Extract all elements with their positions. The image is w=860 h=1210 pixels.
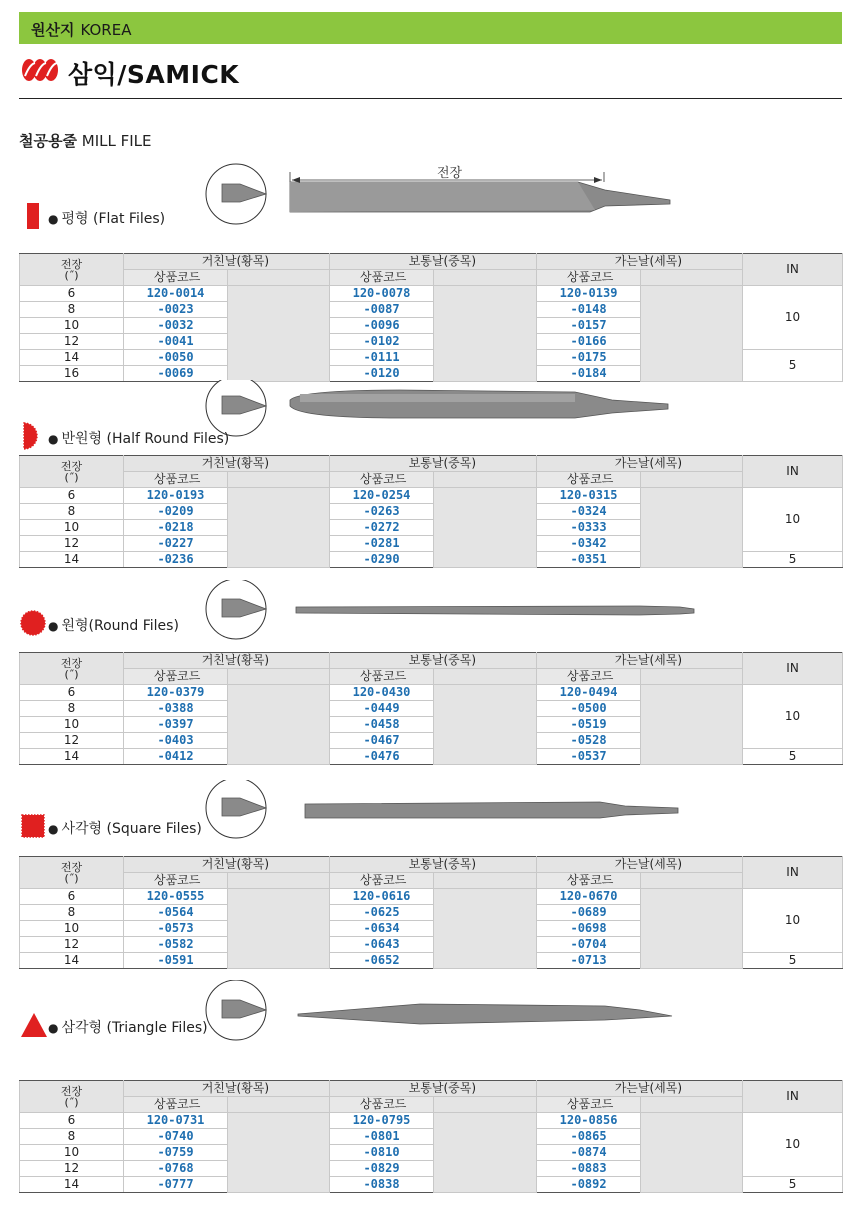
medium-grade-header: 보통날(중목) — [330, 456, 537, 472]
coarse-code-cell: 120-0014 — [124, 286, 228, 302]
coarse-code-cell: 120-0379 — [124, 685, 228, 701]
coarse-code-cell: -0041 — [124, 334, 228, 350]
medium-code-cell: -0652 — [330, 953, 434, 969]
table-subheader-row — [20, 1097, 843, 1113]
length-cell: 14 — [20, 350, 124, 366]
coarse-code-cell: -0227 — [124, 536, 228, 552]
fine-code-cell: -0333 — [537, 520, 641, 536]
medium-code-cell: 120-0254 — [330, 488, 434, 504]
fine-code-header: 상품코드 — [537, 669, 641, 685]
medium-code-header: 상품코드 — [330, 472, 434, 488]
section-label-text: 사각형 (Square Files) — [61, 821, 202, 837]
medium-blank-cell — [434, 286, 537, 382]
medium-code-cell: -0625 — [330, 905, 434, 921]
medium-code-cell: 120-0616 — [330, 889, 434, 905]
table-row — [20, 1113, 843, 1129]
coarse-code-cell: 120-0193 — [124, 488, 228, 504]
length-header-label: 전장 — [60, 860, 83, 874]
coarse-code-cell: -0573 — [124, 921, 228, 937]
medium-code-header: 상품코드 — [330, 270, 434, 286]
medium-code-cell: -0120 — [330, 366, 434, 382]
medium-blank-header — [434, 873, 537, 889]
fine-blank-cell — [641, 1113, 743, 1193]
fine-code-cell: -0865 — [537, 1129, 641, 1145]
medium-code-cell: -0096 — [330, 318, 434, 334]
bullet-icon: ● — [48, 822, 59, 836]
fine-blank-header — [641, 669, 743, 685]
fine-code-cell: -0184 — [537, 366, 641, 382]
fine-code-cell: -0148 — [537, 302, 641, 318]
medium-code-cell: -0272 — [330, 520, 434, 536]
coarse-code-cell: -0236 — [124, 552, 228, 568]
length-cell: 14 — [20, 1177, 124, 1193]
section-label — [48, 208, 165, 228]
file-spec-table — [19, 856, 843, 969]
fine-code-cell: -0704 — [537, 937, 641, 953]
file-section — [0, 580, 860, 763]
medium-grade-header: 보통날(중목) — [330, 653, 537, 669]
length-cell: 12 — [20, 334, 124, 350]
coarse-code-cell: -0740 — [124, 1129, 228, 1145]
in-value-cell: 10 — [743, 286, 843, 350]
fine-code-cell: -0175 — [537, 350, 641, 366]
coarse-grade-header: 거친날(황목) — [124, 1081, 330, 1097]
file-spec-table — [19, 1080, 843, 1193]
fine-code-cell: 120-0670 — [537, 889, 641, 905]
coarse-code-header: 상품코드 — [124, 270, 228, 286]
dimension-label: 전장 — [437, 166, 463, 181]
length-header — [20, 254, 124, 286]
section-label-text: 반원형 (Half Round Files) — [61, 431, 230, 447]
coarse-code-cell: -0032 — [124, 318, 228, 334]
coarse-code-cell: -0050 — [124, 350, 228, 366]
length-cell: 12 — [20, 536, 124, 552]
length-header — [20, 1081, 124, 1113]
in-value-cell: 5 — [743, 749, 843, 765]
length-cell: 8 — [20, 905, 124, 921]
medium-code-cell: -0801 — [330, 1129, 434, 1145]
medium-code-cell: -0838 — [330, 1177, 434, 1193]
length-header-unit: (˝) — [64, 871, 79, 885]
length-cell: 8 — [20, 701, 124, 717]
in-header: IN — [743, 1081, 843, 1113]
fine-code-cell: 120-0494 — [537, 685, 641, 701]
file-spec-table — [19, 652, 843, 765]
table-header-row — [20, 653, 843, 669]
medium-blank-cell — [434, 488, 537, 568]
table-header-row — [20, 254, 843, 270]
coarse-code-cell: -0069 — [124, 366, 228, 382]
medium-code-cell: -0449 — [330, 701, 434, 717]
table-row — [20, 286, 843, 302]
table-subheader-row — [20, 669, 843, 685]
medium-code-cell: 120-0078 — [330, 286, 434, 302]
fine-code-cell: 120-0856 — [537, 1113, 641, 1129]
fine-code-cell: -0528 — [537, 733, 641, 749]
length-cell: 6 — [20, 889, 124, 905]
length-header — [20, 653, 124, 685]
medium-blank-cell — [434, 685, 537, 765]
fine-code-cell: -0689 — [537, 905, 641, 921]
medium-code-cell: -0634 — [330, 921, 434, 937]
fine-code-header: 상품코드 — [537, 270, 641, 286]
length-cell: 10 — [20, 1145, 124, 1161]
fine-grade-header: 가는날(세목) — [537, 254, 743, 270]
length-header — [20, 456, 124, 488]
brand-name: 삼익/SAMICK — [68, 60, 240, 89]
medium-code-cell: -0643 — [330, 937, 434, 953]
coarse-code-cell: -0403 — [124, 733, 228, 749]
coarse-grade-header: 거친날(황목) — [124, 456, 330, 472]
fine-code-cell: -0324 — [537, 504, 641, 520]
coarse-code-cell: -0412 — [124, 749, 228, 765]
file-section — [0, 980, 860, 1191]
medium-code-cell: -0458 — [330, 717, 434, 733]
file-section — [0, 160, 860, 380]
half-circle-shape-icon — [20, 422, 48, 450]
coarse-code-cell: 120-0731 — [124, 1113, 228, 1129]
section-label-text: 삼각형 (Triangle Files) — [61, 1020, 208, 1036]
brand-logo-icon — [19, 58, 61, 82]
coarse-code-cell: -0777 — [124, 1177, 228, 1193]
table-subheader-row — [20, 270, 843, 286]
medium-code-cell: -0102 — [330, 334, 434, 350]
coarse-grade-header: 거친날(황목) — [124, 653, 330, 669]
origin-text — [31, 19, 131, 40]
medium-grade-header: 보통날(중목) — [330, 1081, 537, 1097]
length-cell: 8 — [20, 302, 124, 318]
file-section — [0, 780, 860, 967]
triangle-shape-icon — [20, 1011, 48, 1039]
page-title-ko: 철공용줄 — [19, 132, 77, 150]
coarse-blank-cell — [228, 286, 330, 382]
medium-blank-header — [434, 669, 537, 685]
medium-blank-cell — [434, 889, 537, 969]
length-header-unit: (˝) — [64, 667, 79, 681]
medium-code-cell: -0829 — [330, 1161, 434, 1177]
square-shape-icon — [20, 812, 48, 840]
rectangle-shape-icon — [20, 202, 48, 230]
fine-code-cell: -0698 — [537, 921, 641, 937]
medium-code-cell: -0281 — [330, 536, 434, 552]
in-value-cell: 10 — [743, 889, 843, 953]
medium-code-header: 상품코드 — [330, 873, 434, 889]
coarse-code-cell: -0397 — [124, 717, 228, 733]
origin-bar — [19, 12, 842, 44]
length-cell: 10 — [20, 717, 124, 733]
table-subheader-row — [20, 873, 843, 889]
coarse-code-header: 상품코드 — [124, 472, 228, 488]
in-header: IN — [743, 653, 843, 685]
fine-code-cell: -0166 — [537, 334, 641, 350]
page-title-en: MILL FILE — [81, 132, 152, 150]
table-header-row — [20, 1081, 843, 1097]
file-section — [0, 380, 860, 566]
medium-blank-header — [434, 270, 537, 286]
length-cell: 14 — [20, 749, 124, 765]
fine-code-cell: -0500 — [537, 701, 641, 717]
in-value-cell: 5 — [743, 1177, 843, 1193]
coarse-code-cell: -0768 — [124, 1161, 228, 1177]
length-header-label: 전장 — [60, 459, 83, 473]
section-label — [48, 615, 179, 635]
length-cell: 12 — [20, 937, 124, 953]
length-header-unit: (˝) — [64, 470, 79, 484]
fine-code-cell: -0892 — [537, 1177, 641, 1193]
origin-label: 원산지 — [31, 21, 75, 39]
coarse-blank-header — [228, 873, 330, 889]
medium-code-cell: -0290 — [330, 552, 434, 568]
section-label-text: 평형 (Flat Files) — [61, 211, 166, 227]
coarse-code-cell: -0759 — [124, 1145, 228, 1161]
fine-grade-header: 가는날(세목) — [537, 857, 743, 873]
medium-code-cell: 120-0795 — [330, 1113, 434, 1129]
medium-grade-header: 보통날(중목) — [330, 857, 537, 873]
in-value-cell: 10 — [743, 488, 843, 552]
coarse-blank-cell — [228, 685, 330, 765]
coarse-blank-header — [228, 270, 330, 286]
file-spec-table — [19, 253, 843, 382]
fine-blank-cell — [641, 488, 743, 568]
in-value-cell: 5 — [743, 350, 843, 382]
fine-blank-cell — [641, 889, 743, 969]
fine-blank-header — [641, 873, 743, 889]
section-label — [48, 1017, 208, 1037]
fine-code-cell: 120-0315 — [537, 488, 641, 504]
coarse-code-cell: -0023 — [124, 302, 228, 318]
in-value-cell: 10 — [743, 1113, 843, 1177]
in-header: IN — [743, 254, 843, 286]
length-cell: 10 — [20, 520, 124, 536]
medium-blank-header — [434, 472, 537, 488]
coarse-code-header: 상품코드 — [124, 873, 228, 889]
length-cell: 14 — [20, 552, 124, 568]
fine-code-cell: -0874 — [537, 1145, 641, 1161]
medium-blank-header — [434, 1097, 537, 1113]
medium-code-cell: -0476 — [330, 749, 434, 765]
medium-code-cell: -0087 — [330, 302, 434, 318]
bullet-icon: ● — [48, 212, 59, 226]
coarse-blank-header — [228, 472, 330, 488]
origin-value: KOREA — [80, 21, 132, 39]
fine-code-header: 상품코드 — [537, 472, 641, 488]
file-illustration — [0, 160, 860, 240]
length-cell: 14 — [20, 953, 124, 969]
circle-shape-icon — [20, 609, 48, 637]
fine-code-header: 상품코드 — [537, 873, 641, 889]
coarse-blank-cell — [228, 488, 330, 568]
medium-code-cell: -0810 — [330, 1145, 434, 1161]
medium-grade-header: 보통날(중목) — [330, 254, 537, 270]
in-value-cell: 5 — [743, 953, 843, 969]
bullet-icon: ● — [48, 1021, 59, 1035]
length-cell: 6 — [20, 685, 124, 701]
length-header-unit: (˝) — [64, 268, 79, 282]
length-cell: 12 — [20, 733, 124, 749]
length-cell: 10 — [20, 318, 124, 334]
medium-code-cell: -0111 — [330, 350, 434, 366]
fine-code-cell: -0537 — [537, 749, 641, 765]
coarse-blank-cell — [228, 1113, 330, 1193]
length-cell: 6 — [20, 286, 124, 302]
fine-blank-cell — [641, 286, 743, 382]
coarse-code-cell: -0218 — [124, 520, 228, 536]
fine-blank-header — [641, 270, 743, 286]
in-value-cell: 5 — [743, 552, 843, 568]
fine-blank-header — [641, 1097, 743, 1113]
fine-code-cell: -0713 — [537, 953, 641, 969]
medium-blank-cell — [434, 1113, 537, 1193]
fine-grade-header: 가는날(세목) — [537, 1081, 743, 1097]
fine-code-cell: -0342 — [537, 536, 641, 552]
coarse-grade-header: 거친날(황목) — [124, 254, 330, 270]
medium-code-cell: -0263 — [330, 504, 434, 520]
coarse-code-header: 상품코드 — [124, 669, 228, 685]
fine-code-header: 상품코드 — [537, 1097, 641, 1113]
length-cell: 8 — [20, 1129, 124, 1145]
coarse-code-header: 상품코드 — [124, 1097, 228, 1113]
length-header — [20, 857, 124, 889]
coarse-code-cell: -0564 — [124, 905, 228, 921]
coarse-code-cell: -0582 — [124, 937, 228, 953]
medium-code-cell: 120-0430 — [330, 685, 434, 701]
fine-blank-cell — [641, 685, 743, 765]
bullet-icon: ● — [48, 619, 59, 633]
length-header-label: 전장 — [60, 1084, 83, 1098]
fine-code-cell: -0351 — [537, 552, 641, 568]
section-label — [48, 428, 229, 448]
table-header-row — [20, 857, 843, 873]
file-spec-table — [19, 455, 843, 568]
length-cell: 6 — [20, 488, 124, 504]
section-label-text: 원형(Round Files) — [61, 618, 179, 634]
in-value-cell: 10 — [743, 685, 843, 749]
length-header-unit: (˝) — [64, 1095, 79, 1109]
fine-grade-header: 가는날(세목) — [537, 456, 743, 472]
coarse-code-cell: -0209 — [124, 504, 228, 520]
table-row — [20, 488, 843, 504]
length-cell: 12 — [20, 1161, 124, 1177]
in-header: IN — [743, 456, 843, 488]
in-header: IN — [743, 857, 843, 889]
coarse-blank-header — [228, 1097, 330, 1113]
brand-divider — [19, 98, 842, 99]
length-header-label: 전장 — [60, 656, 83, 670]
table-header-row — [20, 456, 843, 472]
coarse-code-cell: -0388 — [124, 701, 228, 717]
fine-code-cell: -0519 — [537, 717, 641, 733]
medium-code-header: 상품코드 — [330, 669, 434, 685]
length-header-label: 전장 — [60, 257, 83, 271]
length-cell: 10 — [20, 921, 124, 937]
table-row — [20, 889, 843, 905]
fine-code-cell: -0883 — [537, 1161, 641, 1177]
coarse-grade-header: 거친날(황목) — [124, 857, 330, 873]
file-illustration — [0, 380, 860, 460]
fine-code-cell: 120-0139 — [537, 286, 641, 302]
medium-code-cell: -0467 — [330, 733, 434, 749]
bullet-icon: ● — [48, 432, 59, 446]
section-label — [48, 818, 202, 838]
page-title — [19, 130, 151, 151]
fine-code-cell: -0157 — [537, 318, 641, 334]
coarse-code-cell: -0591 — [124, 953, 228, 969]
length-cell: 6 — [20, 1113, 124, 1129]
coarse-code-cell: 120-0555 — [124, 889, 228, 905]
table-row — [20, 685, 843, 701]
length-cell: 8 — [20, 504, 124, 520]
coarse-blank-header — [228, 669, 330, 685]
table-subheader-row — [20, 472, 843, 488]
fine-blank-header — [641, 472, 743, 488]
length-cell: 16 — [20, 366, 124, 382]
fine-grade-header: 가는날(세목) — [537, 653, 743, 669]
medium-code-header: 상품코드 — [330, 1097, 434, 1113]
coarse-blank-cell — [228, 889, 330, 969]
